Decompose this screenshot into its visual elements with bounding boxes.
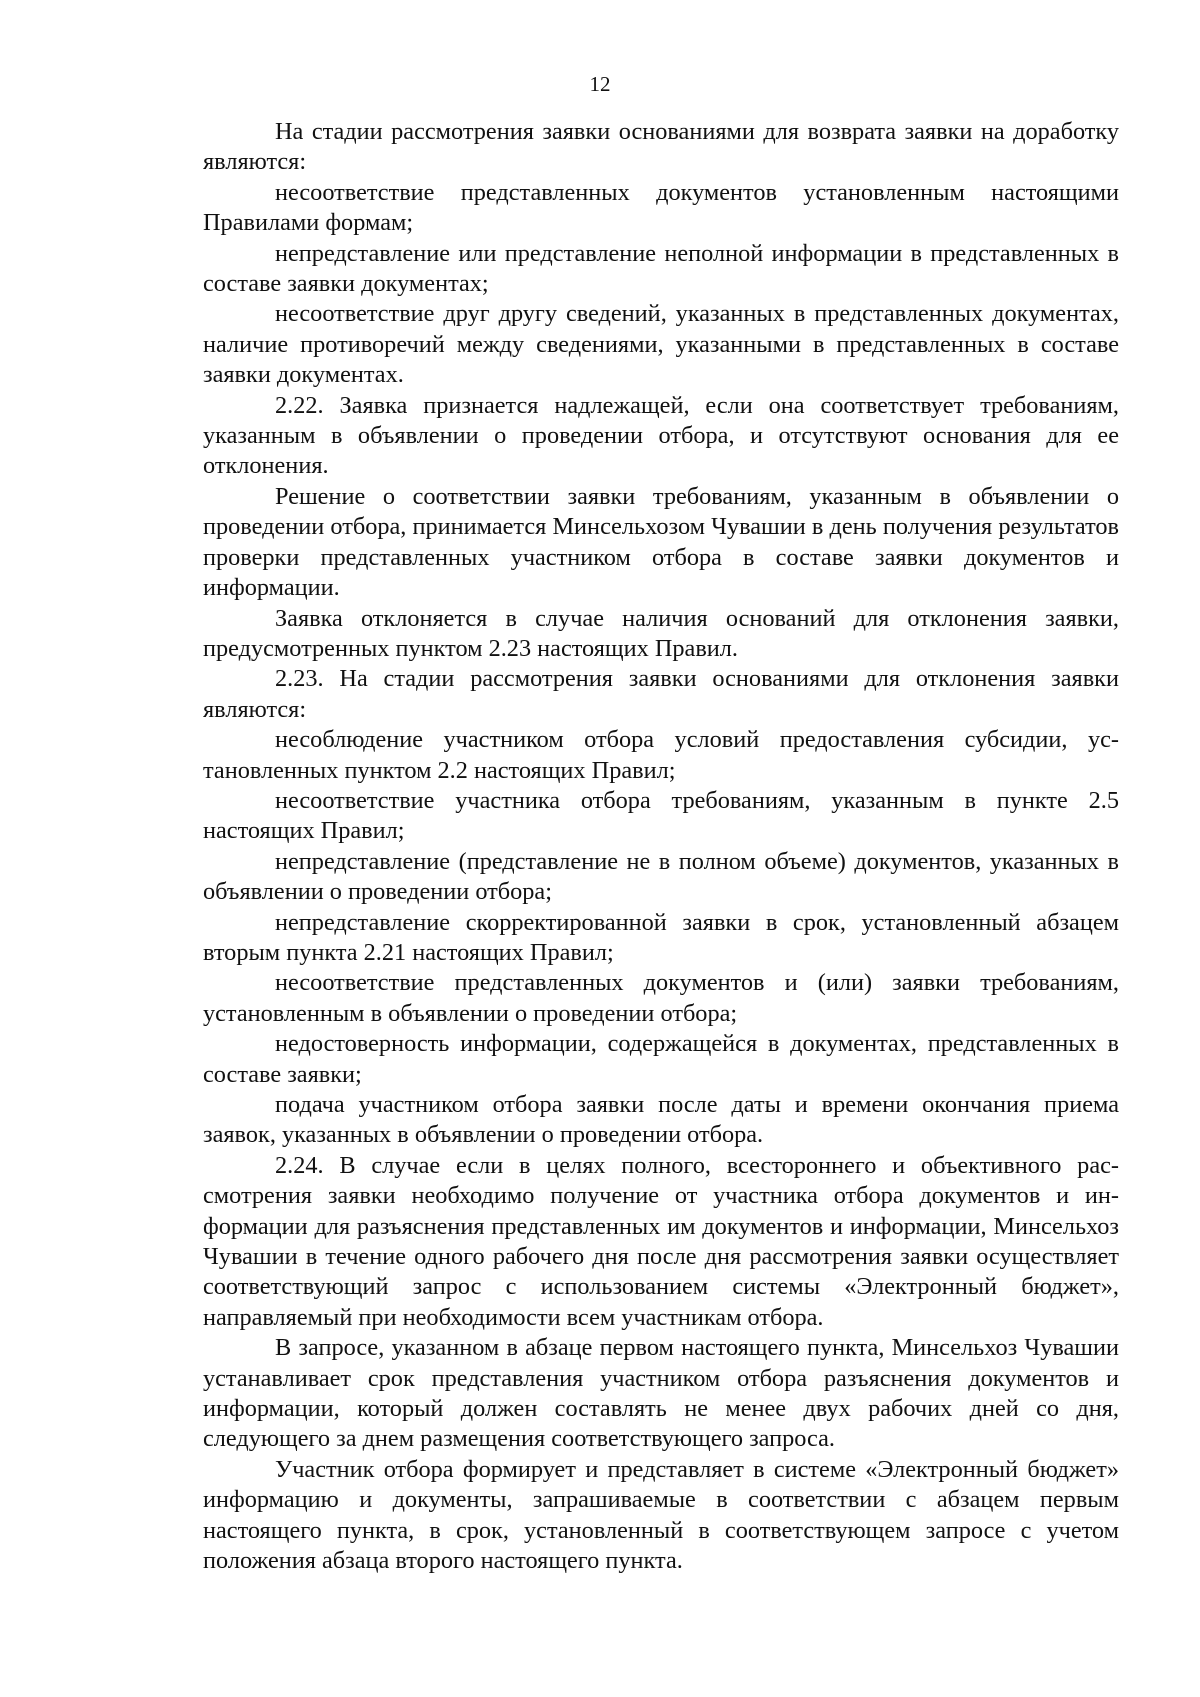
paragraph-reject-ground-late: подача участником отбора заявки после даты и времени окончания приема заявок, указанных в объявлении о проведении отбора. bbox=[203, 1091, 1119, 1149]
paragraph-reject-ground-corrected: непредставление скорректированной заявки в срок, установленный абзацем вторым пункта 2.21 настоящих Правил; bbox=[203, 908, 1119, 966]
paragraph-reject-ground-documents: непредставление (представление не в полном объеме) документов, указанных в объявлении о проведении отбора; bbox=[203, 847, 1119, 906]
paragraph-reject-ground-unreliable: недостоверность информации, содержащейся в документах, представленных в составе заявки; bbox=[203, 1030, 1119, 1088]
paragraph-2-22: 2.22. Заявка признается надлежащей, если она соответствует требованиям, указанным в объявлении о проведении отбора, и отсутствуют основания для ее отклонения. bbox=[203, 391, 1119, 480]
paragraph-reject-ground-conditions: несоблюдение участником отбора условий предоставления субсидии, установленных пунктом 2.2 настоящих Правил; bbox=[203, 726, 1119, 784]
paragraph-rejection: Заявка отклоняется в случае наличия оснований для отклонения заявки, предусмотренных пунктом 2.23 настоящих Правил. bbox=[203, 604, 1119, 662]
paragraph-return-ground-incomplete: непредставление или представление неполной информации в представленных в составе заявки документах; bbox=[203, 239, 1119, 298]
paragraph-reject-ground-mismatch: несоответствие представленных документов и (или) заявки требованиям, установленным в объявлении о проведении отбора; bbox=[203, 969, 1119, 1027]
paragraph-2-23: 2.23. На стадии рассмотрения заявки основаниями для отклонения заявки являются: bbox=[203, 665, 1119, 723]
paragraph-decision: Решение о соответствии заявки требованиям, указанным в объявлении о проведении отбора, принимается Минсельхозом Чувашии в день получения результатов проверки представленных участником отбора в составе заявки документов и информации. bbox=[203, 482, 1119, 602]
paragraph-return-ground-contradictions: несоответствие друг другу сведений, указанных в представленных документах, наличие противоречий между сведениями, указанными в представленных в составе заявки документах. bbox=[203, 300, 1119, 389]
paragraph-request-deadline: В запросе, указанном в абзаце первом настоящего пункта, Минсельхоз Чувашии устанавливает срок представления участником отбора разъяснения документов и информации, который должен составлять не менее двух рабочих дней со дня, следующего за днем размещения соответствующего запроса. bbox=[203, 1334, 1119, 1453]
paragraph-2-24: 2.24. В случае если в целях полного, всестороннего и объективного рассмотрения заявки необходимо получение от участника отбора документов и информации для разъяснения представленных им документов и информации, Минсельхоз Чувашии в течение одного рабочего дня после дня рассмотрения заявки осуществляет соответствующий запрос с использованием системы «Электронный бюджет», направляемый при необходимости всем участникам отбора. bbox=[203, 1151, 1119, 1331]
paragraph-return-ground-forms: несоответствие представленных документов установленным настоящими Правилами формам; bbox=[203, 178, 1119, 237]
paragraph-return-grounds-intro: На стадии рассмотрения заявки основаниями для возврата заявки на доработку являются: bbox=[203, 118, 1119, 176]
paragraph-participant-response: Участник отбора формирует и представляет в системе «Электронный бюджет» информацию и документы, запрашиваемые в соответствии с абзацем первым настоящего пункта, в срок, установленный в соответствующем запросе с учетом положения абзаца второго настоящего пункта. bbox=[203, 1455, 1119, 1575]
paragraph-reject-ground-requirements: несоответствие участника отбора требованиям, указанным в пункте 2.5 настоящих Правил; bbox=[203, 786, 1119, 845]
page-number: 12 bbox=[589, 72, 611, 96]
document-body bbox=[203, 117, 1119, 1577]
